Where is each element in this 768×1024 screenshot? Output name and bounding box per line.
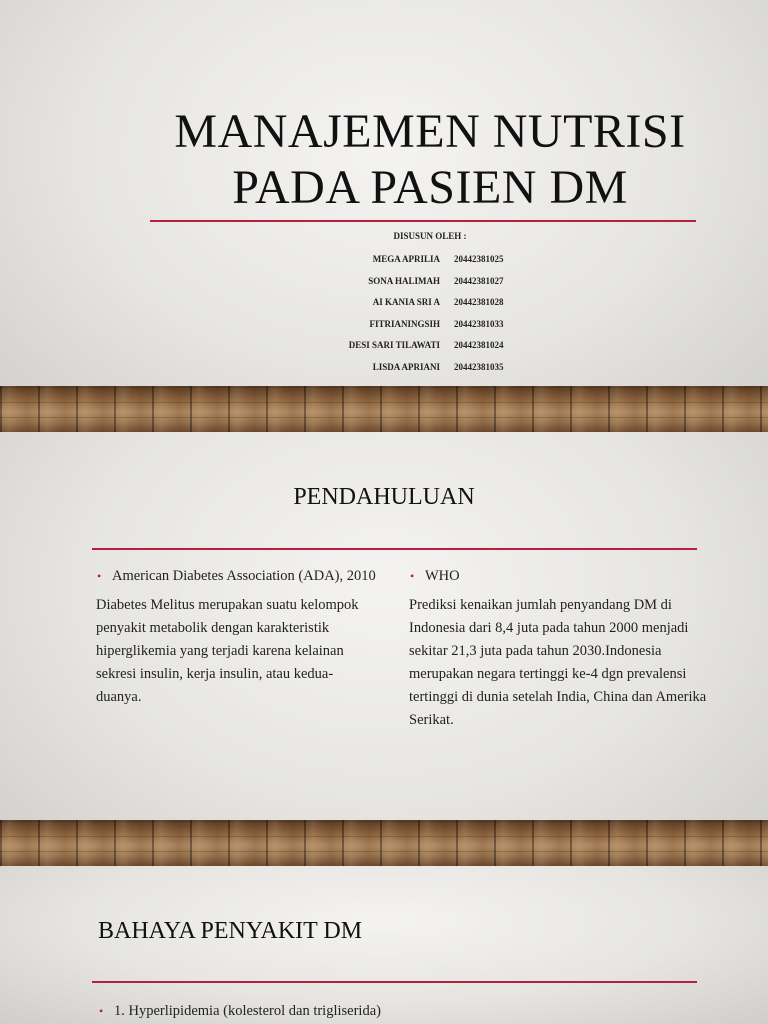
content-column — [98, 1000, 698, 1024]
slide-heading: BAHAYA PENYAKIT DM — [98, 918, 363, 944]
wood-floor-image — [0, 820, 768, 866]
author-nim: 20442381028 — [454, 297, 504, 308]
wood-floor-image — [0, 386, 768, 432]
presentation-title — [150, 104, 710, 216]
author-nim: 20442381033 — [454, 318, 504, 329]
author-name: DESI SARI TILAWATI — [348, 340, 440, 351]
list-item — [409, 565, 709, 588]
left-column — [96, 565, 376, 709]
paragraph: Prediksi kenaikan jumlah penyandang DM di Indonesia dari 8,4 juta pada tahun 2000 menjadi sekitar 21,3 juta pada tahun 2030.Indonesia merupakan negara tertinggi ke-4 dgn prevalensi tertinggi di dunia setelah India, China dan Amerika Serikat. — [409, 597, 707, 728]
authors-heading: DISUSUN OLEH : — [393, 231, 467, 241]
author-name: MEGA APRILIA — [372, 254, 440, 264]
author-nim: 20442381027 — [454, 275, 504, 286]
bullet-icon: • — [99, 1004, 104, 1018]
bullet-icon: • — [410, 569, 415, 583]
bullet-icon: • — [97, 569, 102, 583]
author-row — [300, 252, 560, 274]
author-list — [300, 230, 560, 382]
author-row — [300, 317, 560, 339]
list-item — [98, 1000, 698, 1023]
heading-divider — [92, 548, 697, 550]
author-name: FITRIANINGSIH — [369, 318, 440, 329]
list-item — [96, 565, 376, 588]
slide-pendahuluan — [0, 432, 768, 866]
bullet-text: American Diabetes Association (ADA), 2010 — [112, 568, 376, 584]
title-line-1: MANAJEMEN NUTRISI — [174, 105, 686, 158]
author-name: LISDA APRIANI — [372, 361, 440, 372]
bullet-text: WHO — [425, 568, 460, 584]
paragraph: Diabetes Melitus merupakan suatu kelompok penyakit metabolik dengan karakteristik hiperglikemia yang terjadi karena kelainan sekresi insulin, kerja insulin, atau kedua-duanya. — [96, 597, 359, 705]
title-divider — [150, 220, 696, 222]
author-name: AI KANIA SRI A — [372, 297, 440, 308]
slide-heading: PENDAHULUAN — [293, 484, 475, 510]
author-row — [300, 360, 560, 382]
author-nim: 20442381024 — [454, 340, 504, 351]
slide-title — [0, 0, 768, 432]
author-nim: 20442381025 — [454, 254, 504, 264]
author-name: SONA HALIMAH — [368, 275, 440, 286]
author-row — [300, 338, 560, 360]
bullet-text: 1. Hyperlipidemia (kolesterol dan trigliserida) — [114, 1003, 381, 1019]
heading-divider — [92, 981, 697, 983]
title-line-2: PADA PASIEN DM — [232, 161, 628, 214]
slide-bahaya — [0, 866, 768, 1024]
right-column — [409, 565, 709, 732]
author-nim: 20442381035 — [454, 361, 504, 372]
author-row — [300, 295, 560, 317]
author-row — [300, 274, 560, 296]
